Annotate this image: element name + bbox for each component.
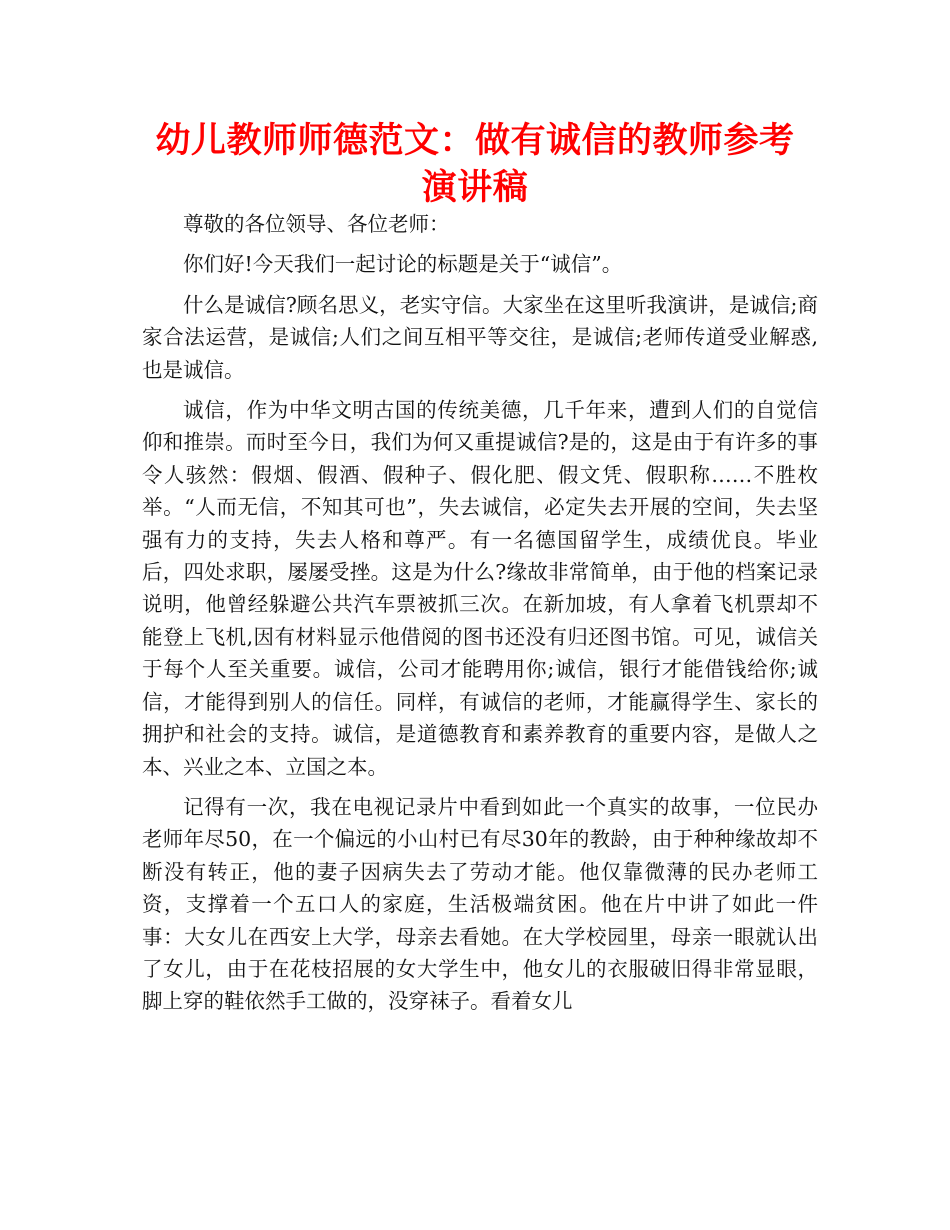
body-paragraph: 记得有一次，我在电视记录片中看到如此一个真实的故事，一位民办老师年尽50，在一个偏远的小山村已有尽30年的教龄，由于种种缘故却不断没有转正，他的妻子因病失去了劳动才能。他仅靠微薄的民办老师工资，支撑着一个五口人的家庭，生活极端贫困。他在片中讲了如此一件事：大女儿在西安上大学，母亲去看她。在大学校园里，母亲一眼就认出了女儿，由于在花枝招展的女大学生中，他女儿的衣服破旧得非常显眼，脚上穿的鞋依然手工做的，没穿袜子。看着女儿 <box>142 794 818 1014</box>
document-body <box>142 208 818 1026</box>
body-paragraph: 诚信，作为中华文明古国的传统美德，几千年来，遭到人们的自觉信仰和推崇。而时至今日，我们为何又重提诚信?是的，这是由于有许多的事令人骇然：假烟、假酒、假种子、假化肥、假文凭、假职称……不胜枚举。“人而无信，不知其可也”，失去诚信，必定失去开展的空间，失去坚强有力的支持，失去人格和尊严。有一名德国留学生，成绩优良。毕业后，四处求职，屡屡受挫。这是为什么?缘故非常简单，由于他的档案记录说明，他曾经躲避公共汽车票被抓三次。在新加坡，有人拿着飞机票却不能登上飞机,因有材料显示他借阅的图书还没有归还图书馆。可见，诚信关于每个人至关重要。诚信，公司才能聘用你;诚信，银行才能借钱给你;诚信，才能得到别人的信任。同样，有诚信的老师，才能赢得学生、家长的拥护和社会的支持。诚信，是道德教育和素养教育的重要内容，是做人之本、兴业之本、立国之本。 <box>142 398 818 779</box>
greeting-paragraph: 你们好!今天我们一起讨论的标题是关于“诚信”。 <box>183 252 623 277</box>
document-title: 幼儿教师师德范文：做有诚信的教师参考演讲稿 <box>155 121 795 208</box>
salutation-paragraph: 尊敬的各位领导、各位老师： <box>183 212 450 236</box>
body-paragraph: 什么是诚信?顾名思义，老实守信。大家坐在这里听我演讲，是诚信;商家合法运营，是诚信;人们之间互相平等交往，是诚信;老师传道受业解惑,也是诚信。 <box>142 292 818 382</box>
